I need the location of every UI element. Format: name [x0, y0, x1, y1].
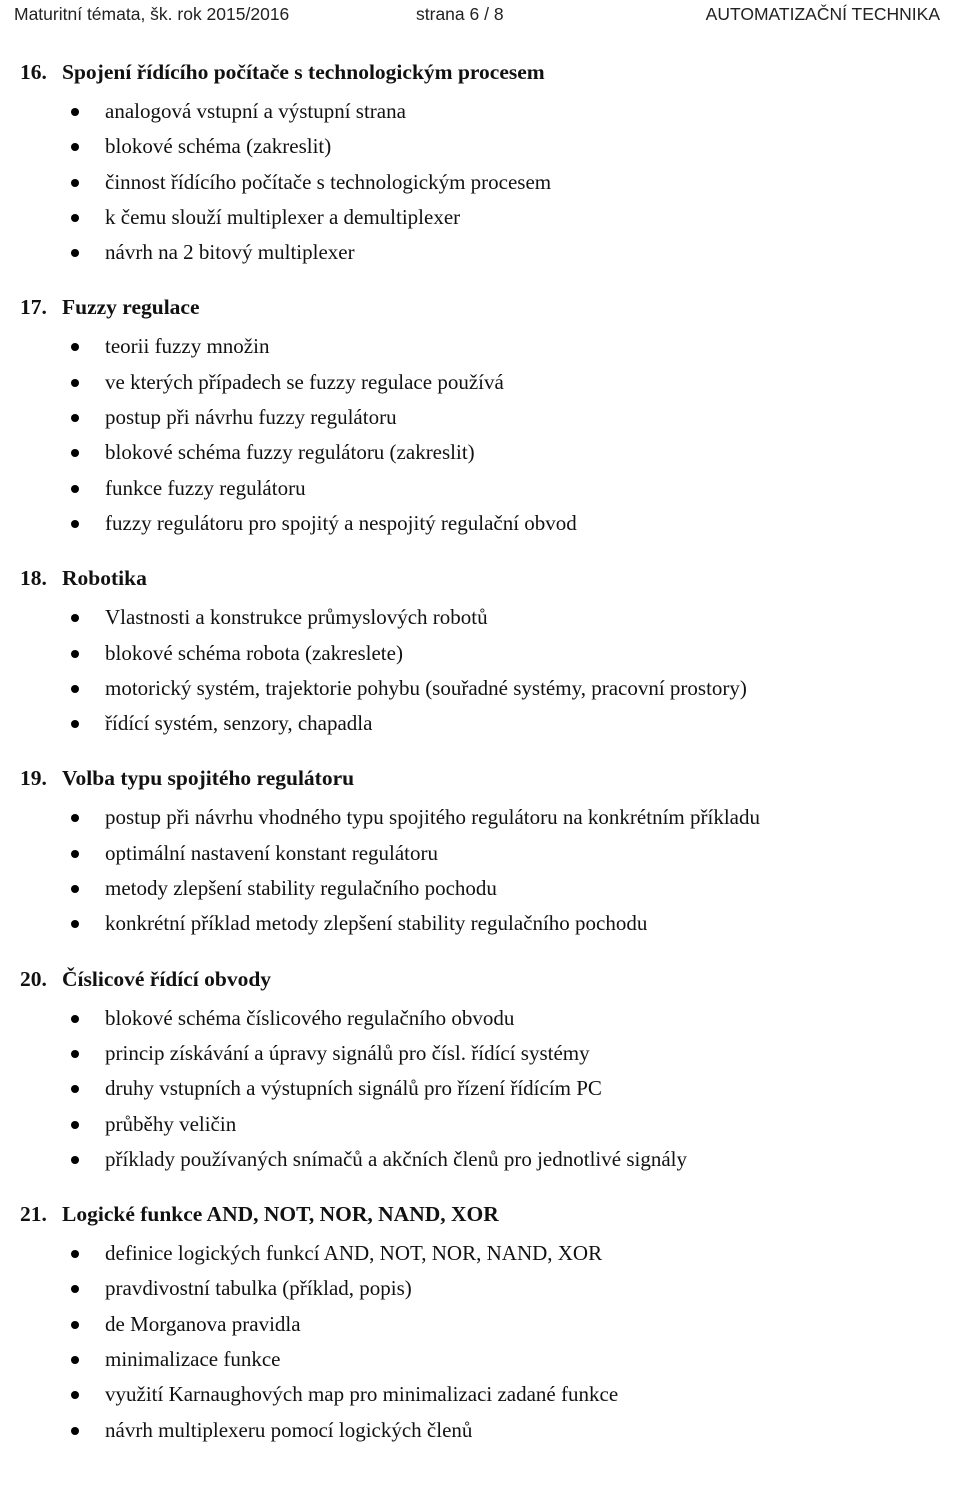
bullet-icon [71, 1085, 79, 1093]
section-title: Číslicové řídící obvody [62, 966, 272, 991]
bullet-icon [71, 108, 79, 116]
section-heading [0, 1192, 960, 1236]
topics-list [0, 50, 960, 1463]
section-title: Logické funkce AND, NOT, NOR, NAND, XOR [62, 1202, 499, 1227]
topic-section [0, 756, 960, 941]
list-item [0, 435, 960, 470]
list-item-text: analogová vstupní a výstupní strana [105, 99, 406, 123]
section-number: 16. [20, 60, 47, 84]
list-item [0, 706, 960, 741]
list-item [0, 506, 960, 541]
bullet-list [0, 800, 960, 941]
header-subject: AUTOMATIZAČNÍ TECHNIKA [705, 4, 940, 24]
list-item-text: návrh na 2 bitový multiplexer [105, 240, 355, 265]
topic-section [0, 957, 960, 1177]
header-school-year: Maturitní témata, šk. rok 2015/2016 [14, 4, 290, 24]
bullet-icon [71, 1427, 79, 1435]
bullet-icon [71, 1391, 79, 1399]
bullet-list [0, 94, 960, 270]
list-item [0, 1271, 960, 1306]
bullet-list [0, 329, 960, 541]
list-item [0, 1342, 960, 1377]
bullet-icon [71, 1121, 79, 1129]
list-item [0, 1071, 960, 1106]
bullet-icon [71, 720, 79, 728]
bullet-icon [71, 249, 79, 257]
list-item [0, 1036, 960, 1071]
bullet-list [0, 1236, 960, 1448]
bullet-icon [71, 214, 79, 222]
bullet-icon [71, 143, 79, 151]
bullet-list [0, 1001, 960, 1177]
list-item [0, 600, 960, 635]
section-title: Robotika [62, 566, 147, 591]
section-number: 17. [20, 295, 47, 320]
list-item [0, 906, 960, 941]
list-item-text: princip získávání a úpravy signálů pro čísl. řídící systémy [105, 1040, 590, 1065]
list-item [0, 235, 960, 270]
list-item-text: činnost řídícího počítače s technologickým procesem [105, 169, 552, 194]
bullet-icon [71, 850, 79, 858]
list-item-text: blokové schéma číslicového regulačního obvodu [105, 1005, 515, 1030]
list-item-text: blokové schéma robota (zakreslete) [105, 640, 403, 665]
list-item-text: postup při návrhu fuzzy regulátoru [105, 405, 397, 430]
bullet-icon [71, 379, 79, 387]
list-item [0, 165, 960, 200]
list-item [0, 836, 960, 871]
list-item-text: blokové schéma (zakreslit) [105, 134, 332, 159]
bullet-icon [71, 885, 79, 893]
list-item-text: motorický systém, trajektorie pohybu (souřadné systémy, pracovní prostory) [105, 675, 747, 700]
list-item-text: postup při návrhu vhodného typu spojitého regulátoru na konkrétním příkladu [105, 805, 760, 830]
bullet-icon [71, 485, 79, 493]
list-item [0, 636, 960, 671]
bullet-list [0, 600, 960, 741]
list-item [0, 200, 960, 235]
bullet-icon [71, 343, 79, 351]
bullet-icon [71, 650, 79, 658]
list-item-text: metody zlepšení stability regulačního pochodu [105, 876, 497, 901]
bullet-icon [71, 179, 79, 187]
topic-section [0, 50, 960, 270]
list-item-text: fuzzy regulátoru pro spojitý a nespojitý regulační obvod [105, 510, 577, 535]
list-item [0, 800, 960, 835]
list-item [0, 1307, 960, 1342]
section-number: 19. [20, 766, 47, 791]
bullet-icon [71, 814, 79, 822]
section-number: 20. [20, 966, 47, 991]
list-item [0, 671, 960, 706]
topic-section [0, 556, 960, 741]
list-item-text: konkrétní příklad metody zlepšení stability regulačního pochodu [105, 911, 648, 936]
list-item-text: blokové schéma fuzzy regulátoru (zakreslit) [105, 440, 475, 465]
bullet-icon [71, 520, 79, 528]
bullet-icon [71, 1250, 79, 1258]
section-title: Spojení řídícího počítače s technologickým procesem [62, 60, 545, 84]
bullet-icon [71, 1321, 79, 1329]
list-item-text: Vlastnosti a konstrukce průmyslových robotů [105, 605, 488, 630]
topic-section [0, 285, 960, 541]
list-item [0, 1107, 960, 1142]
section-title: Fuzzy regulace [62, 295, 200, 320]
list-item [0, 329, 960, 364]
section-heading [0, 556, 960, 600]
bullet-icon [71, 1285, 79, 1293]
bullet-icon [71, 685, 79, 693]
header-page-number: strana 6 / 8 [416, 4, 504, 24]
list-item-text: funkce fuzzy regulátoru [105, 475, 306, 500]
section-heading [0, 756, 960, 800]
section-heading [0, 50, 960, 94]
list-item-text: návrh multiplexeru pomocí logických členů [105, 1417, 473, 1442]
list-item [0, 94, 960, 129]
list-item-text: teorii fuzzy množin [105, 334, 270, 359]
section-heading [0, 285, 960, 329]
list-item-text: ve kterých případech se fuzzy regulace používá [105, 369, 504, 394]
list-item [0, 1142, 960, 1177]
list-item [0, 365, 960, 400]
list-item-text: využití Karnaughových map pro minimalizaci zadané funkce [105, 1382, 619, 1407]
section-heading [0, 957, 960, 1001]
list-item [0, 129, 960, 164]
list-item-text: minimalizace funkce [105, 1347, 281, 1372]
list-item [0, 400, 960, 435]
list-item-text: druhy vstupních a výstupních signálů pro řízení řídícím PC [105, 1076, 602, 1101]
section-number: 21. [20, 1202, 47, 1227]
bullet-icon [71, 1156, 79, 1164]
list-item [0, 1413, 960, 1448]
list-item-text: de Morganova pravidla [105, 1311, 301, 1336]
bullet-icon [71, 414, 79, 422]
section-title: Volba typu spojitého regulátoru [62, 766, 355, 791]
bullet-icon [71, 920, 79, 928]
bullet-icon [71, 1356, 79, 1364]
list-item-text: k čemu slouží multiplexer a demultiplexer [105, 204, 461, 229]
bullet-icon [71, 1015, 79, 1023]
list-item-text: průběhy veličin [105, 1111, 237, 1136]
bullet-icon [71, 1050, 79, 1058]
list-item [0, 1001, 960, 1036]
list-item-text: optimální nastavení konstant regulátoru [105, 840, 439, 865]
topic-section [0, 1192, 960, 1448]
list-item [0, 471, 960, 506]
bullet-icon [71, 614, 79, 622]
list-item-text: příklady používaných snímačů a akčních členů pro jednotlivé signály [105, 1146, 687, 1171]
bullet-icon [71, 449, 79, 457]
list-item-text: pravdivostní tabulka (příklad, popis) [105, 1276, 412, 1301]
list-item [0, 871, 960, 906]
list-item [0, 1377, 960, 1412]
page-header [0, 0, 960, 32]
list-item-text: definice logických funkcí AND, NOT, NOR, NAND, XOR [105, 1241, 603, 1266]
list-item [0, 1236, 960, 1271]
list-item-text: řídící systém, senzory, chapadla [105, 711, 373, 736]
section-number: 18. [20, 566, 47, 591]
